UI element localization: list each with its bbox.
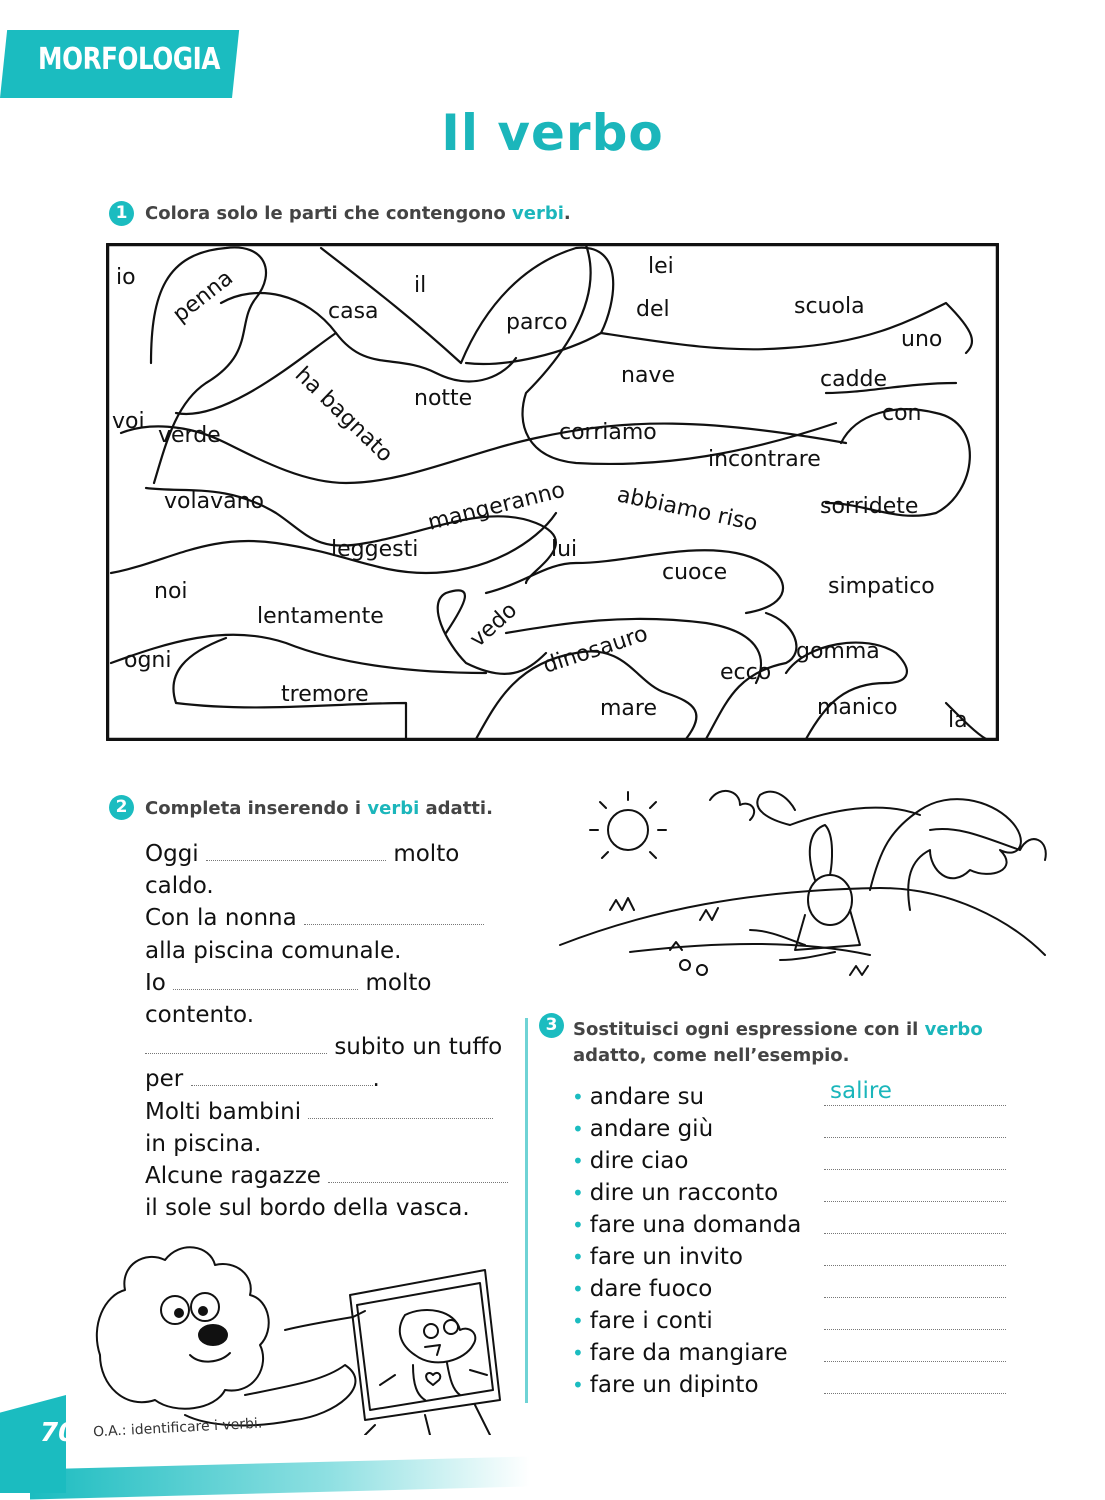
word-corriamo: corriamo — [559, 420, 657, 445]
word-volavano: volavano — [164, 489, 264, 514]
list-item: • fare un dipinto — [572, 1369, 801, 1401]
footer-band — [30, 1456, 530, 1499]
word-gomma: gomma — [796, 639, 880, 664]
blank-7[interactable] — [328, 1164, 508, 1183]
answer-line[interactable] — [824, 1265, 1006, 1266]
exercise-3-list — [572, 1078, 892, 1401]
blank-2[interactable] — [304, 906, 484, 925]
list-item: • andare giù — [572, 1113, 801, 1145]
answer-line[interactable] — [824, 1201, 1006, 1202]
word-la: la — [948, 708, 968, 733]
word-dinosauro: dinosauro — [540, 621, 651, 679]
answer-line[interactable] — [824, 1329, 1006, 1330]
exercise-3-instruction: Sostituisci ogni espressione con il verbo adatto, come nell’esempio. — [573, 1019, 983, 1066]
word-abbiamo-riso: abbiamo riso — [614, 482, 760, 537]
word-io: io — [116, 265, 136, 290]
word-leggesti: leggesti — [331, 537, 419, 562]
word-ogni: ogni — [124, 648, 172, 673]
exercise-1-instruction: Colora solo le parti che contengono verbi. — [145, 203, 571, 224]
list-item: • dare fuoco — [572, 1273, 801, 1305]
word-manico: manico — [817, 695, 898, 720]
word-incontrare: incontrare — [708, 447, 821, 472]
list-item: • fare da mangiare — [572, 1337, 801, 1369]
word-cuoce: cuoce — [662, 560, 728, 585]
list-item: • dire un racconto — [572, 1177, 801, 1209]
blank-4[interactable] — [145, 1035, 327, 1054]
answer-line[interactable] — [824, 1393, 1006, 1394]
list-item: • fare i conti — [572, 1305, 801, 1337]
blank-5[interactable] — [191, 1067, 373, 1086]
word-lui: lui — [551, 537, 578, 562]
word-parco: parco — [506, 310, 568, 335]
exercise-3-number: 3 — [539, 1013, 564, 1038]
word-voi: voi — [112, 409, 145, 434]
word-cadde: cadde — [820, 367, 888, 392]
page-number: 70 — [40, 1418, 77, 1448]
word-uno: uno — [901, 327, 943, 352]
word-del: del — [636, 297, 670, 322]
blank-3[interactable] — [173, 971, 358, 990]
answer-line[interactable] — [824, 1105, 1006, 1106]
word-ecco: ecco — [720, 660, 772, 685]
word-casa: casa — [328, 299, 379, 324]
word-notte: notte — [414, 386, 473, 411]
word-scuola: scuola — [794, 294, 865, 319]
list-item: • dire ciao — [572, 1145, 801, 1177]
word-il: il — [414, 273, 427, 298]
answer-line[interactable] — [824, 1137, 1006, 1138]
list-item: • fare un invito — [572, 1241, 801, 1273]
list-item: • fare una domanda — [572, 1209, 801, 1241]
page-title: Il verbo — [441, 104, 664, 162]
word-ha-bagnato: ha bagnato — [289, 362, 398, 468]
word-lentamente: lentamente — [257, 604, 384, 629]
word-mare: mare — [600, 696, 658, 721]
coloring-puzzle[interactable] — [106, 243, 999, 741]
exercise-1-number: 1 — [109, 201, 134, 226]
word-nave: nave — [621, 363, 675, 388]
word-noi: noi — [154, 579, 188, 604]
section-tag: MORFOLOGIA — [38, 42, 221, 77]
exercise-2-number: 2 — [109, 795, 134, 820]
bear-painter-illustration — [95, 1235, 525, 1435]
answer-line[interactable] — [824, 1361, 1006, 1362]
word-simpatico: simpatico — [828, 574, 935, 599]
bunny-reading-illustration — [550, 770, 1055, 985]
blank-6[interactable] — [308, 1100, 493, 1119]
answer-line[interactable] — [824, 1169, 1006, 1170]
answer-line[interactable] — [824, 1233, 1006, 1234]
word-lei: lei — [648, 254, 674, 279]
word-con: con — [882, 401, 922, 426]
answer-line[interactable] — [824, 1297, 1006, 1298]
word-mangeranno: mangeranno — [425, 477, 568, 536]
column-divider — [525, 1018, 528, 1403]
learning-objective: O.A.: identificare i verbi. — [92, 1415, 263, 1441]
word-tremore: tremore — [281, 682, 369, 707]
exercise-2-text: Oggi molto caldo. Con la nonna alla piscina comunale. Io molto contento. subito un tuffo per . Molti bambini in piscina. Alcune ragazze il sole sul bordo della vasca. — [145, 838, 515, 1224]
list-item: • andare su salire — [572, 1081, 801, 1113]
word-vedo: vedo — [465, 597, 523, 653]
blank-1[interactable] — [206, 842, 386, 861]
word-sorridete: sorridete — [820, 494, 919, 519]
example-answer: salire — [830, 1078, 892, 1104]
exercise-2-instruction: Completa inserendo i verbi adatti. — [145, 798, 493, 819]
word-penna: penna — [168, 265, 238, 328]
word-verde: verde — [158, 423, 221, 448]
